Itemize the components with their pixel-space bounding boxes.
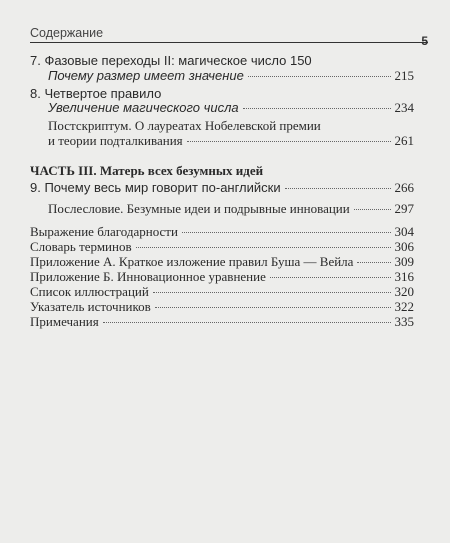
toc-chapter-9-page: 266 bbox=[394, 180, 414, 195]
toc-back-matter-entry bbox=[30, 269, 414, 284]
toc-back-matter-page: 304 bbox=[394, 224, 414, 239]
toc-back-matter-page: 322 bbox=[394, 299, 414, 314]
leader-dots bbox=[182, 232, 391, 233]
toc-back-matter-title: Приложение А. Краткое изложение правил Буша — Вейла bbox=[30, 254, 354, 269]
leader-dots bbox=[285, 188, 391, 189]
toc-afterword-page: 297 bbox=[394, 201, 414, 216]
toc-chapter-9-title: 9. Почему весь мир говорит по-английски bbox=[30, 180, 281, 195]
leader-dots bbox=[136, 247, 391, 248]
toc-chapter-7-title: 7. Фазовые переходы II: магическое число 150 bbox=[30, 53, 312, 68]
leader-dots bbox=[357, 262, 390, 263]
leader-dots bbox=[103, 322, 391, 323]
toc-back-matter-page: 320 bbox=[394, 284, 414, 299]
toc-back-matter-title: Список иллюстраций bbox=[30, 284, 149, 299]
toc-chapter-8-entry bbox=[48, 100, 414, 115]
toc-part-3-heading: ЧАСТЬ III. Матерь всех безумных идей bbox=[30, 163, 264, 178]
leader-dots bbox=[155, 307, 391, 308]
toc-back-matter-page: 306 bbox=[394, 239, 414, 254]
toc-chapter-7-page: 215 bbox=[394, 68, 414, 83]
toc-postscript-page: 261 bbox=[394, 133, 414, 148]
toc-back-matter-title: Словарь терминов bbox=[30, 239, 132, 254]
toc-postscript-entry bbox=[48, 133, 414, 148]
toc-postscript-line2: и теории подталкивания bbox=[48, 133, 183, 148]
toc-chapter-8-page: 234 bbox=[394, 100, 414, 115]
toc-postscript-line1: Постскриптум. О лауреатах Нобелевской премии bbox=[48, 118, 321, 133]
leader-dots bbox=[243, 108, 391, 109]
leader-dots bbox=[354, 209, 391, 210]
toc-back-matter-page: 335 bbox=[394, 314, 414, 329]
toc-back-matter-title: Приложение Б. Инновационное уравнение bbox=[30, 269, 266, 284]
page-number: 5 bbox=[421, 34, 428, 48]
toc-chapter-7-subtitle: Почему размер имеет значение bbox=[48, 68, 244, 83]
toc-back-matter-entry bbox=[30, 254, 414, 269]
toc-afterword-entry bbox=[48, 201, 414, 216]
toc-back-matter-title: Указатель источников bbox=[30, 299, 151, 314]
toc-back-matter-entry bbox=[30, 314, 414, 329]
toc-back-matter-page: 316 bbox=[394, 269, 414, 284]
leader-dots bbox=[153, 292, 391, 293]
running-header bbox=[30, 26, 428, 48]
toc-back-matter-entry bbox=[30, 239, 414, 254]
toc-chapter-8-subtitle: Увеличение магического числа bbox=[48, 100, 239, 115]
toc-back-matter-page: 309 bbox=[394, 254, 414, 269]
leader-dots bbox=[187, 141, 391, 142]
toc-back-matter-entry bbox=[30, 299, 414, 314]
toc-back-matter-title: Примечания bbox=[30, 314, 99, 329]
toc-afterword-title: Послесловие. Безумные идеи и подрывные инновации bbox=[48, 201, 350, 216]
leader-dots bbox=[270, 277, 391, 278]
toc-back-matter-entry bbox=[30, 284, 414, 299]
header-title: Содержание bbox=[30, 26, 104, 40]
toc-back-matter-entry bbox=[30, 224, 414, 239]
toc-chapter-7-entry bbox=[48, 68, 414, 83]
toc-chapter-9-entry bbox=[30, 180, 414, 195]
toc-chapter-8-title: 8. Четвертое правило bbox=[30, 86, 162, 101]
toc-back-matter-title: Выражение благодарности bbox=[30, 224, 178, 239]
leader-dots bbox=[248, 76, 391, 77]
